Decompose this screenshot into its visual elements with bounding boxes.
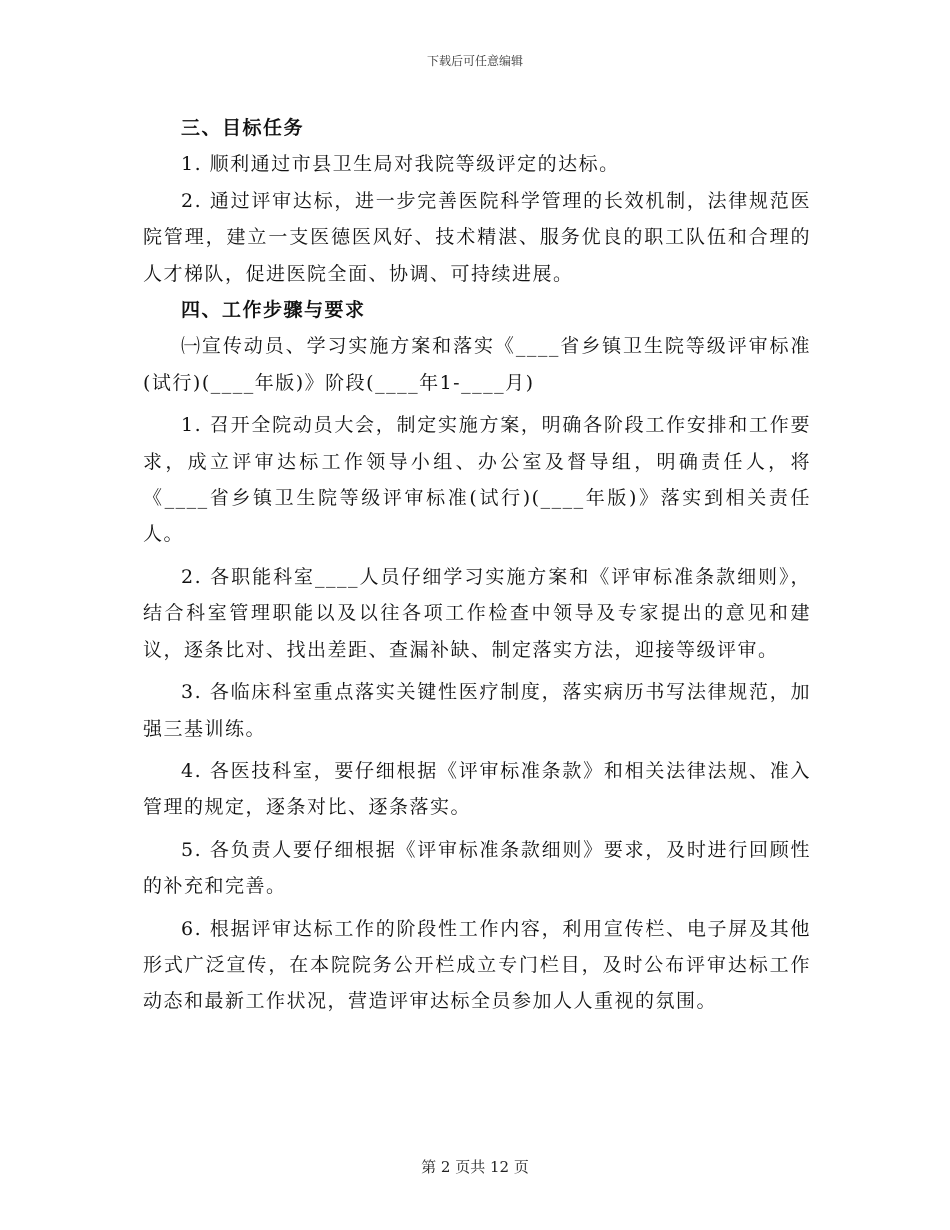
paragraph-step-3: 3. 各临床科室重点落实关键性医疗制度，落实病历书写法律规范，加强三基训练。 bbox=[143, 681, 811, 740]
paragraph-step-1: 1. 召开全院动员大会，制定实施方案，明确各阶段工作安排和工作要求，成立评审达标工作领导小组、办公室及督导组，明确责任人，将《____省乡镇卫生院等级评审标准(试行)(____年版)》落实到相关责任人。 bbox=[143, 414, 811, 546]
paragraph-step-5: 5. 各负责人要仔细根据《评审标准条款细则》要求，及时进行回顾性的补充和完善。 bbox=[143, 838, 811, 898]
paragraph-step-4: 4. 各医技科室，要仔细根据《评审标准条款》和相关法律法规、准入管理的规定，逐条对比、逐条落实。 bbox=[143, 759, 811, 819]
page-footer: 第 2 页共 12 页 bbox=[421, 1158, 529, 1176]
section-heading-steps: 四、工作步骤与要求 bbox=[181, 299, 366, 322]
paragraph-stage-1: ㈠宣传动员、学习实施方案和落实《____省乡镇卫生院等级评审标准(试行)(____年版)》阶段(____年1-____月) bbox=[143, 335, 811, 394]
page-header: 下载后可任意编辑 bbox=[426, 54, 523, 68]
paragraph-goal-2: 2. 通过评审达标，进一步完善医院科学管理的长效机制，法律规范医院管理，建立一支医德医风好、技术精湛、服务优良的职工队伍和合理的人才梯队，促进医院全面、协调、可持续进展。 bbox=[143, 189, 811, 285]
section-heading-goals: 三、目标任务 bbox=[181, 117, 305, 139]
paragraph-goal-1: 1. 顺利通过市县卫生局对我院等级评定的达标。 bbox=[181, 153, 620, 176]
paragraph-step-2: 2. 各职能科室____人员仔细学习实施方案和《评审标准条款细则》，结合科室管理职能以及以往各项工作检查中领导及专家提出的意见和建议，逐条比对、找出差距、查漏补缺、制定落实方法，迎接等级评审。 bbox=[143, 565, 811, 661]
paragraph-step-6: 6. 根据评审达标工作的阶段性工作内容，利用宣传栏、电子屏及其他形式广泛宣传，在本院院务公开栏成立专门栏目，及时公布评审达标工作动态和最新工作状况，营造评审达标全员参加人人重视的氛围。 bbox=[143, 917, 811, 1013]
document-body bbox=[143, 110, 811, 1020]
